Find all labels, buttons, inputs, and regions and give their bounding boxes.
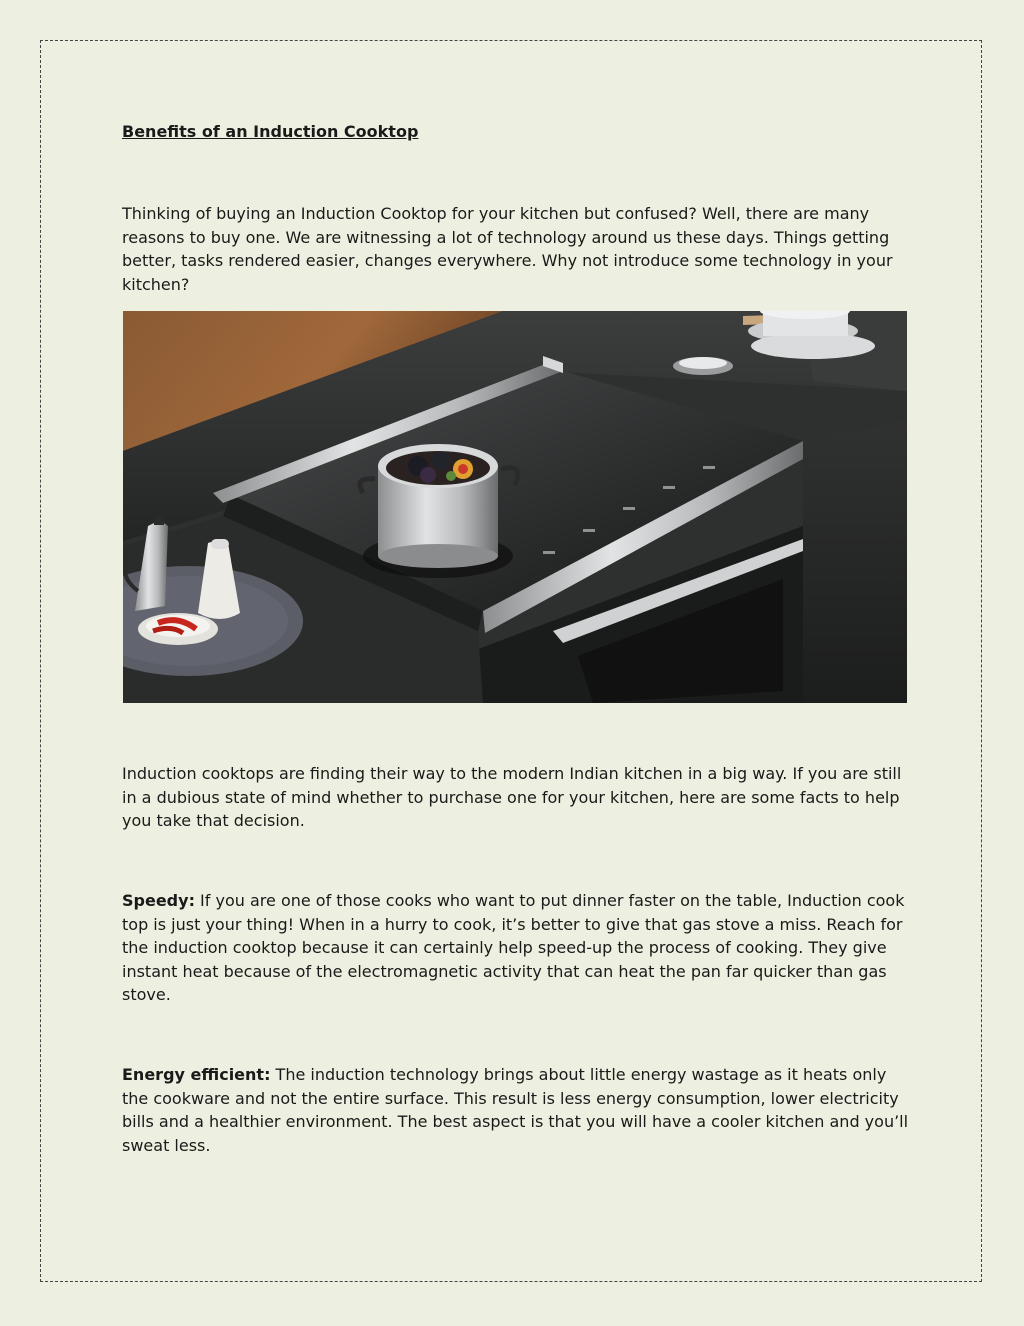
- page-frame: [40, 40, 982, 1282]
- energy-efficient-text: The induction technology brings about little energy wastage as it heats only the cookware and not the entire surface. This result is less energy consumption, lower electricity bills and a healthier environment. The best aspect is that you will have a cooler kitchen and you’ll sweat less.: [122, 1065, 909, 1155]
- energy-efficient-heading: Energy efficient:: [122, 1065, 271, 1084]
- speedy-paragraph: [122, 889, 912, 1007]
- energy-efficient-paragraph: [122, 1063, 912, 1157]
- speedy-text: If you are one of those cooks who want to put dinner faster on the table, Induction cook top is just your thing! When in a hurry to cook, it’s better to give that gas stove a miss. Reach for the induction cooktop because it can certainly help speed-up the process of cooking. They give instant heat because of the electromagnetic activity that can heat the pan far quicker than gas stove.: [122, 891, 905, 1004]
- indian-kitchen-paragraph: Induction cooktops are finding their way to the modern Indian kitchen in a big way. If you are still in a dubious state of mind whether to purchase one for your kitchen, here are some facts to help you take that decision.: [122, 764, 902, 830]
- induction-cooktop-photo: [123, 311, 907, 703]
- document-title: Benefits of an Induction Cooktop: [122, 122, 419, 141]
- speedy-heading: Speedy:: [122, 891, 195, 910]
- intro-paragraph: Thinking of buying an Induction Cooktop for your kitchen but confused? Well, there are many reasons to buy one. We are witnessing a lot of technology around us these days. Things getting better, tasks rendered easier, changes everywhere. Why not introduce some technology in your kitchen?: [122, 204, 893, 294]
